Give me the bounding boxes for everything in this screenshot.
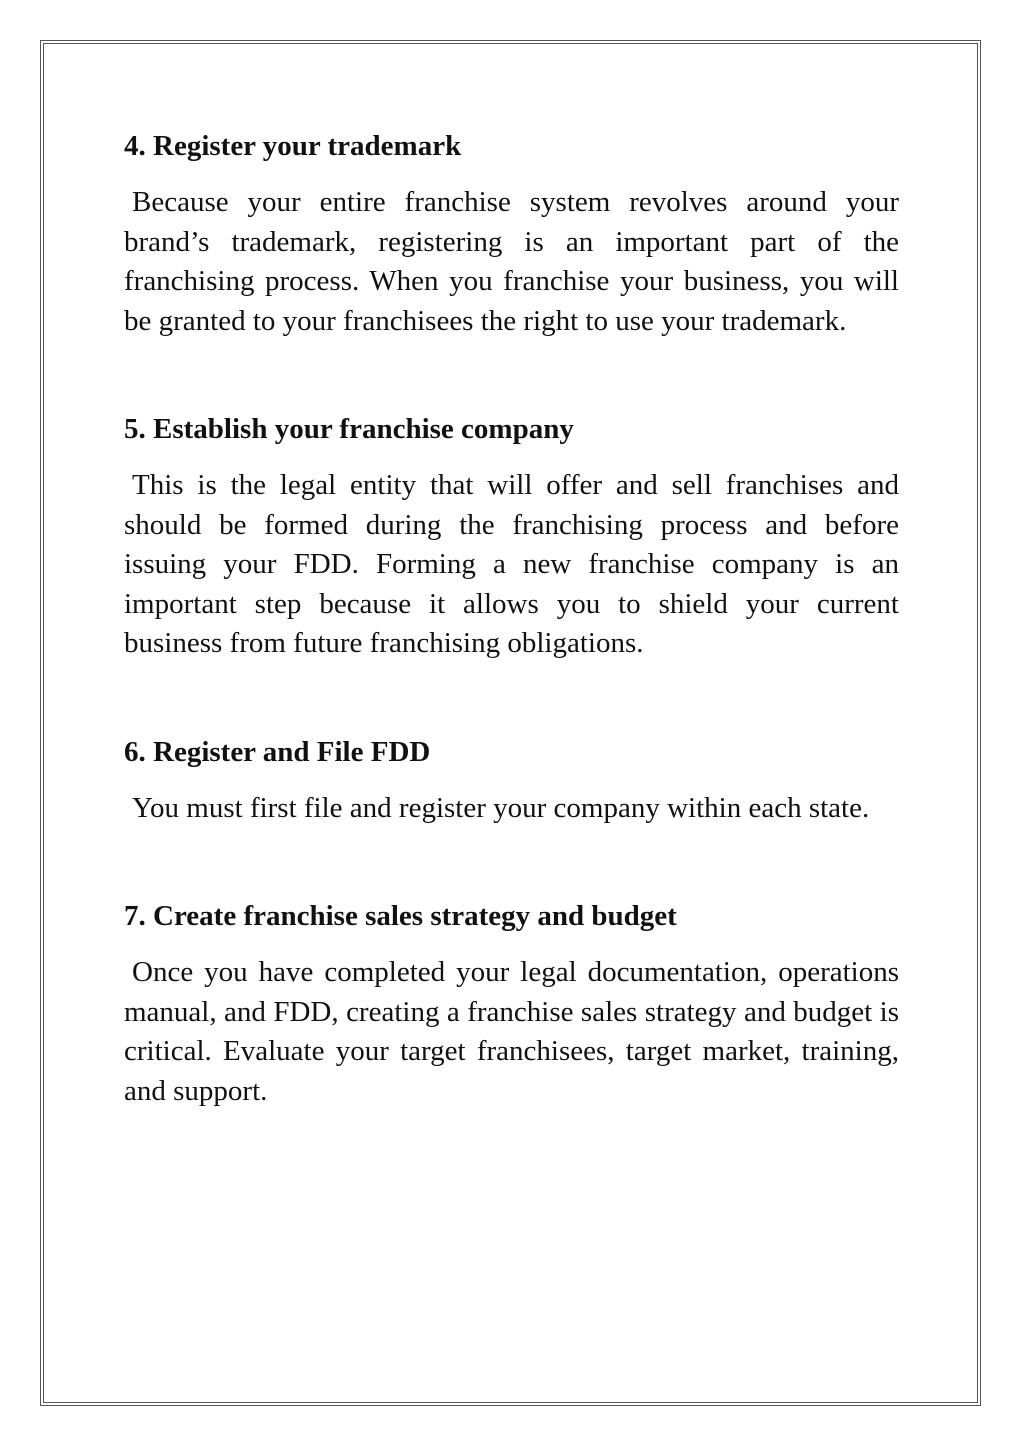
section-sales-strategy	[124, 896, 899, 1111]
section-register-file-fdd	[124, 732, 899, 829]
section-heading: 4. Register your trademark	[124, 130, 462, 162]
document-content	[124, 126, 899, 1111]
section-establish-company	[124, 409, 899, 664]
section-heading: 7. Create franchise sales strategy and budget	[124, 900, 677, 932]
section-body: You must first file and register your company within each state.	[132, 791, 870, 824]
section-body: Because your entire franchise system revolves around your brand’s trademark, registering is an important part of the franchising process. When you franchise your business, you will be granted to your franchisees the right to use your trademark.	[124, 186, 899, 337]
section-heading: 5. Establish your franchise company	[124, 413, 574, 445]
section-body: This is the legal entity that will offer and sell franchises and should be formed during the franchising process and before issuing your FDD. Forming a new franchise company is an important step because it allows you to shield your current business from future franchising obligations.	[124, 469, 899, 659]
section-heading: 6. Register and File FDD	[124, 735, 431, 768]
section-register-trademark	[124, 126, 899, 341]
section-body: Once you have completed your legal documentation, operations manual, and FDD, creating a franchise sales strategy and budget is critical. Evaluate your target franchisees, target market, training, and support.	[124, 956, 899, 1107]
